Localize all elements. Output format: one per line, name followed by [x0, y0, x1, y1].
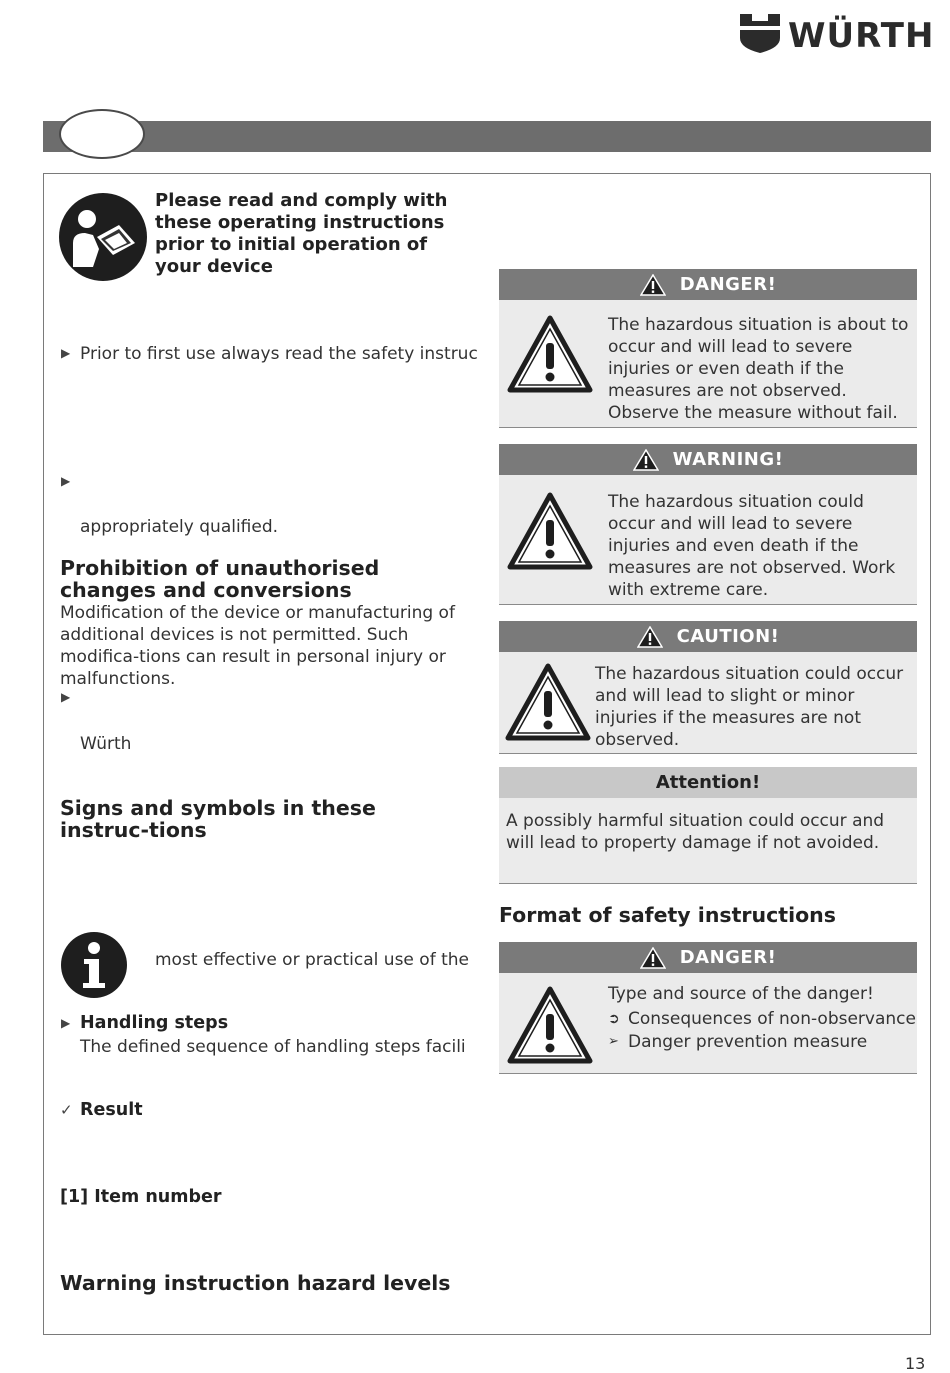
bullet-qualified-text: appropriately qualified.: [80, 517, 279, 537]
bullet-arrow-icon: ▶: [61, 1016, 71, 1030]
handling-steps-text: The defined sequence of handling steps facili: [80, 1037, 466, 1057]
bullet-wurth-text: Würth: [80, 734, 132, 754]
caution-title: CAUTION!: [676, 626, 780, 647]
read-manual-icon: [59, 193, 147, 285]
item-number-label: [1] Item number: [60, 1187, 222, 1207]
warning-text: The hazardous situation could occur and will lead to severe injuries and even death if the measures are not observed. Work with extreme care.: [608, 492, 896, 600]
result-label: Result: [80, 1100, 143, 1120]
attention-box: [499, 767, 917, 884]
info-icon: [60, 931, 128, 1003]
attention-text: A possibly harmful situation could occur and will lead to property damage if not avoided.: [506, 811, 885, 853]
format-line-type: Type and source of the danger!: [608, 984, 874, 1004]
warning-small-icon: [640, 947, 666, 969]
section-header-bar: [43, 121, 931, 152]
warning-small-icon: [637, 626, 663, 648]
bullet-safety-text: Prior to first use always read the safety instruc: [80, 344, 478, 364]
caution-box: [499, 621, 917, 754]
signs-heading: Signs and symbols in these instruc-tions: [60, 796, 376, 842]
wurth-emblem-icon: [738, 12, 782, 54]
bullet-arrow-icon: ▶: [61, 474, 71, 488]
handling-steps-label: Handling steps: [80, 1013, 229, 1033]
warning-header: [499, 444, 917, 475]
page-number: 13: [905, 1354, 926, 1373]
bullet-arrow-icon: ▶: [61, 690, 71, 704]
attention-title: Attention!: [655, 772, 761, 793]
warning-triangle-icon: [507, 315, 593, 393]
prevention-arrow-icon: ➢: [608, 1034, 619, 1049]
check-icon: ✓: [60, 1101, 73, 1119]
info-text: most effective or practical use of the: [155, 950, 469, 970]
format-danger-header: [499, 942, 917, 973]
bullet-arrow-icon: ▶: [61, 346, 71, 360]
danger-box: [499, 269, 917, 428]
danger-header: [499, 269, 917, 300]
danger-title: DANGER!: [679, 274, 777, 295]
format-line-prevention: Danger prevention measure: [628, 1032, 868, 1052]
format-danger-title: DANGER!: [679, 947, 777, 968]
warning-small-icon: [633, 449, 659, 471]
format-danger-box: [499, 942, 917, 1074]
wurth-logo: [738, 12, 938, 58]
danger-text: The hazardous situation is about to occur and will lead to severe injuries or even death if the measures are not observed. Observe the measure without fail.: [608, 315, 909, 423]
warning-triangle-icon: [504, 663, 592, 741]
warning-triangle-icon: [507, 986, 593, 1064]
prohibition-body: Modification of the device or manufacturing of additional devices is not permitted. Such modifica-tions can result in personal injury or malfunctions.: [60, 603, 455, 689]
brand-name: WÜRTH: [788, 16, 935, 56]
format-line-consequences: Consequences of non-observance: [628, 1009, 916, 1029]
attention-header: [499, 767, 917, 798]
consequence-arrow-icon: ➲: [608, 1011, 620, 1027]
warning-title: WARNING!: [672, 449, 784, 470]
format-heading: Format of safety instructions: [499, 903, 836, 927]
warning-triangle-icon: [507, 492, 593, 570]
caution-header: [499, 621, 917, 652]
hazard-levels-heading: Warning instruction hazard levels: [60, 1271, 451, 1295]
read-manual-notice: Please read and comply with these operating instructions prior to initial operation of your device: [155, 190, 448, 277]
language-tab-oval: [59, 109, 145, 159]
prohibition-heading: Prohibition of unauthorised changes and conversions: [60, 556, 380, 602]
warning-box: [499, 444, 917, 605]
caution-text: The hazardous situation could occur and will lead to slight or minor injuries if the measures are not observed.: [595, 664, 904, 750]
warning-small-icon: [640, 274, 666, 296]
